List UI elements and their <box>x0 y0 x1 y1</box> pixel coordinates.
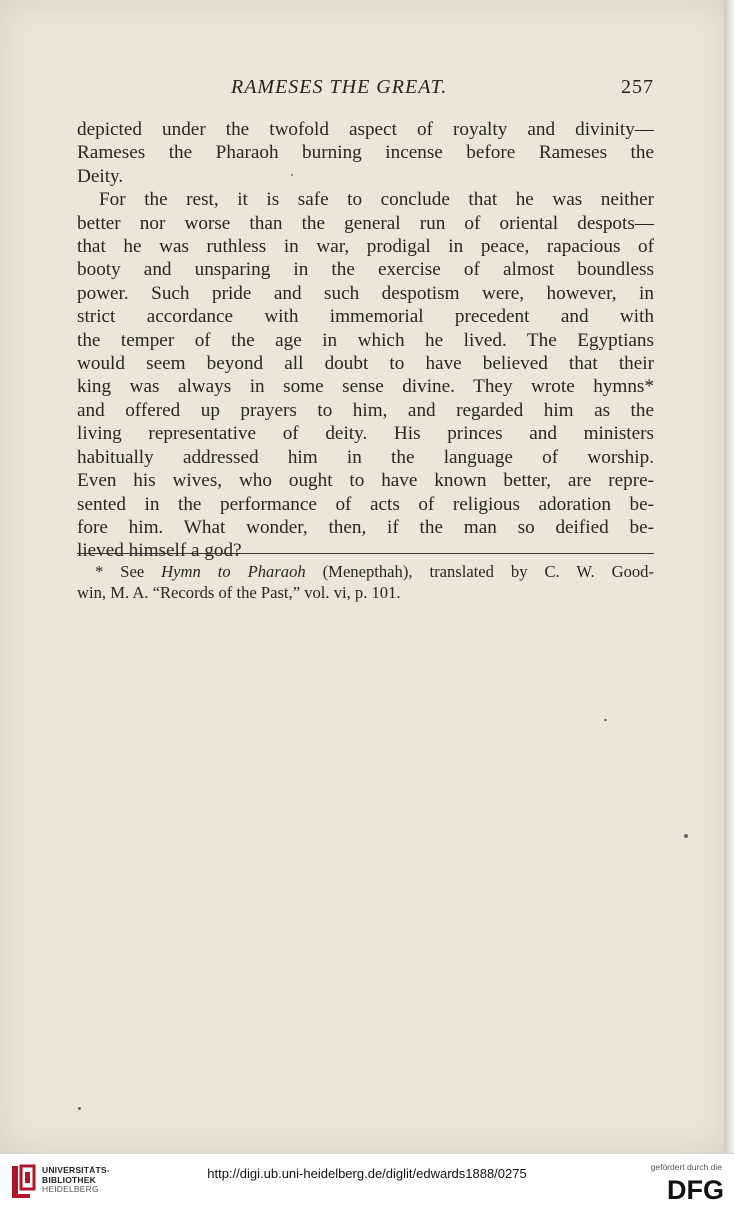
text-line: booty and unsparing in the exercise of almost boundless <box>77 259 654 281</box>
text-line: Rameses the Pharaoh burning incense before Rameses the <box>77 142 654 164</box>
footnote-marker: * See <box>95 562 162 581</box>
footnote-line1-rest: (Menepthah), translated by C. W. Good- <box>305 562 654 581</box>
text-line: living representative of deity. His princes and ministers <box>77 423 654 445</box>
footnote-rule <box>77 553 654 554</box>
text-line: that he was ruthless in war, prodigal in peace, rapacious of <box>77 236 654 258</box>
text-line: Deity. <box>77 165 124 187</box>
text-line: king was always in some sense divine. They wrote hymns* <box>77 376 654 398</box>
text-line: better nor worse than the general run of oriental despots— <box>77 212 654 234</box>
text-line: and offered up prayers to him, and regarded him as the <box>77 399 654 421</box>
print-speck <box>291 174 293 176</box>
footnote-work-title: Hymn to Pharaoh <box>161 562 306 581</box>
print-speck <box>604 719 607 721</box>
permalink[interactable]: http://digi.ub.uni-heidelberg.de/diglit/edwards1888/0275 <box>207 1166 527 1181</box>
library-name-line: HEIDELBERG <box>42 1184 99 1194</box>
running-head <box>77 76 654 100</box>
library-name-line: BIBLIOTHEK <box>42 1174 96 1185</box>
text-line: depicted under the twofold aspect of royalty and divinity— <box>77 119 654 140</box>
text-line: fore him. What wonder, then, if the man so deified be- <box>77 516 654 538</box>
text-line: sented in the performance of acts of religious adoration be- <box>77 493 654 515</box>
text-line: strict accordance with immemorial precedent and with <box>77 306 654 328</box>
text-line: habitually addressed him in the language of worship. <box>77 446 654 468</box>
footnote <box>77 561 654 603</box>
text-line: For the rest, it is safe to conclude that he was neither <box>99 189 654 211</box>
text-line: would seem beyond all doubt to have believed that their <box>77 353 654 375</box>
print-speck <box>684 834 688 838</box>
funder-tagline: gefördert durch die <box>650 1162 722 1172</box>
print-speck <box>78 1107 81 1110</box>
footnote-line: win, M. A. “Records of the Past,” vol. vi, p. 101. <box>77 583 401 602</box>
page-edge <box>724 0 734 1153</box>
viewer-footer <box>0 1153 734 1208</box>
running-title: RAMESES THE GREAT. <box>231 76 448 98</box>
text-line: power. Such pride and such despotism were, however, in <box>77 282 654 304</box>
dfg-logo: DFG <box>667 1175 724 1205</box>
body-text <box>77 118 654 563</box>
page-number: 257 <box>621 76 654 98</box>
text-line: the temper of the age in which he lived. The Egyptians <box>77 329 654 351</box>
text-line: lieved himself a god? <box>77 540 242 562</box>
library-name-line: UNIVERSITÄTS- <box>42 1165 110 1175</box>
footnote-line <box>77 561 654 582</box>
text-line: Even his wives, who ought to have known better, are repre- <box>77 470 654 492</box>
